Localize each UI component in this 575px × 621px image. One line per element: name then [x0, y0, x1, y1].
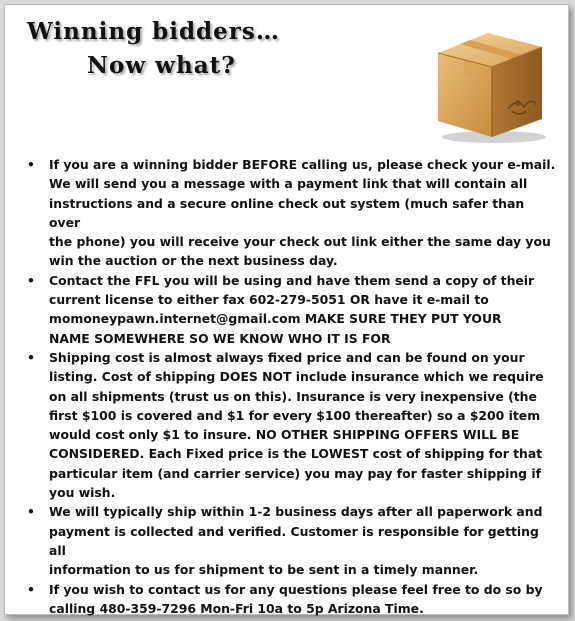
list-item-text: If you are a winning bidder BEFORE calling us, please check your e-mail. We will send you a message with a payment link that will contain all instructions and a secure online check out system (much safer than over the phone) you will receive your check out link either the same day you win the auction or the next business day. — [49, 157, 556, 269]
list-item — [23, 271, 558, 348]
list-item — [23, 155, 558, 271]
info-card — [4, 4, 569, 615]
bullet-icon: • — [27, 272, 35, 288]
list-item-text: Shipping cost is almost always fixed price and can be found on your listing. Cost of shipping DOES NOT include insurance which we require on all shipments (trust us on this). Insurance is very inexpensive (the first $100 is covered and $1 for every $100 thereafter) so a $200 item would cost only $1 to insure. NO OTHER SHIPPING OFFERS WILL BE CONSIDERED. Each Fixed price is the LOWEST cost of shipping for that particular item (and carrier service) you may pay for faster shipping if you wish. — [49, 349, 544, 501]
instructions-list — [23, 155, 558, 618]
list-item — [23, 502, 558, 579]
title-line-2: Now what? — [87, 52, 236, 79]
list-item — [23, 580, 558, 619]
bullet-icon: • — [27, 581, 35, 597]
bullet-icon: • — [27, 504, 35, 520]
list-item-text: We will typically ship within 1-2 business days after all paperwork and payment is collected and verified. Customer is responsible for getting all information to us for shipment to be sent in a timely manner. — [49, 504, 543, 578]
page-title — [27, 15, 347, 83]
cardboard-box-icon — [430, 27, 552, 145]
list-item-text: If you wish to contact us for any questions please feel free to do so by calling 480-359-7296 Mon-Fri 10a to 5p Arizona Time. — [49, 581, 543, 616]
list-item — [23, 348, 558, 502]
bullet-icon: • — [27, 349, 35, 365]
list-item-text: Contact the FFL you will be using and have them send a copy of their current license to either fax 602-279-5051 OR have it e-mail to momoneypawn.internet@gmail.com MAKE SURE THEY PUT YOUR NAME SOMEWHERE SO WE KNOW WHO IT IS FOR — [49, 272, 535, 346]
bullet-icon: • — [27, 157, 35, 172]
title-line-1: Winning bidders… — [27, 18, 280, 45]
